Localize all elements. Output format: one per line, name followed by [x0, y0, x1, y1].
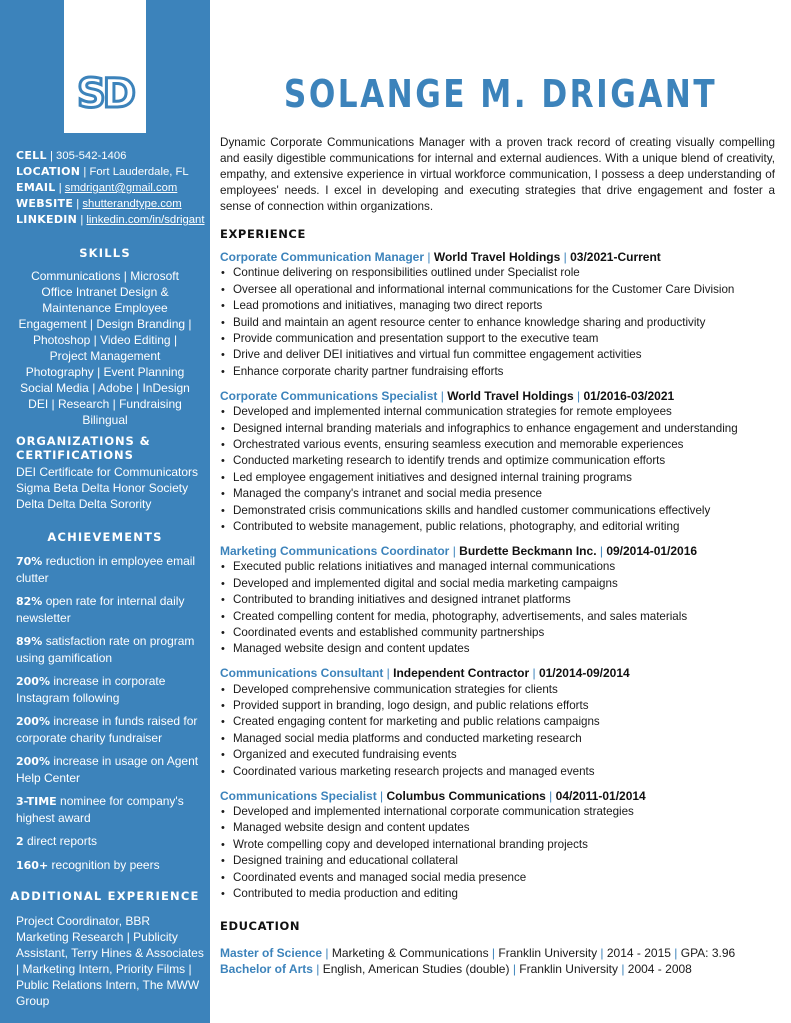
job-header: Marketing Communications Coordinator | Burdette Beckmann Inc. | 09/2014-01/2016	[220, 543, 698, 558]
job-org: World Travel Holdings	[447, 388, 574, 403]
job-title: Marketing Communications Coordinator	[220, 543, 450, 558]
org-item: Delta Delta Delta Sorority	[16, 497, 152, 511]
bullet-item: • Orchestrated various events, ensuring seamless execution and memorable experiences	[220, 437, 780, 453]
bullet-item: • Conducted marketing research to identify trends and optimize communication efforts	[220, 453, 780, 469]
contact-block	[16, 148, 206, 228]
org-item: Sigma Beta Delta Honor Society	[16, 481, 189, 495]
bullet-item: • Continue delivering on responsibilities outlined under Specialist role	[220, 265, 780, 281]
bullet-item: • Contributed to media production and editing	[220, 886, 780, 902]
bullet-item: • Oversee all operational and informational internal communications for the Customer Care Division	[220, 282, 780, 298]
orgs-list	[16, 464, 206, 512]
achievement-item: 70% reduction in employee email clutter	[16, 554, 196, 585]
bullet-item: • Developed and implemented international corporate communication strategies	[220, 804, 780, 820]
job-header: Corporate Communication Manager | World Travel Holdings | 03/2021-Current	[220, 250, 661, 264]
bullet-item: • Managed website design and content updates	[220, 641, 780, 657]
job-entry	[220, 249, 780, 380]
bullet-item: • Created engaging content for marketing and public relations campaigns	[220, 714, 780, 730]
bullet-item: • Coordinated various marketing research projects and managed events	[220, 764, 780, 780]
monogram-logo: SD	[76, 71, 133, 117]
additional-experience-text: Project Coordinator, BBR Marketing Research | Publicity Assistant, Terry Hines & Associates | Marketing Intern, Priority Films | Public Relations Intern, The MWW Group	[16, 914, 204, 1008]
additional-experience-heading: ADDITIONAL EXPERIENCE	[10, 889, 200, 903]
job-org: Columbus Communications	[386, 788, 546, 803]
achievement-item: 160+ recognition by peers	[16, 858, 160, 872]
location-value: Fort Lauderdale, FL	[89, 166, 189, 178]
achievement-item: 200% increase in usage on Agent Help Center	[16, 754, 199, 785]
experience-heading: EXPERIENCE	[220, 227, 306, 241]
job-dates: 01/2014-09/2014	[538, 666, 630, 681]
candidate-name: SOLANGE M. DRIGANT	[283, 72, 718, 116]
bullet-item: • Organized and executed fundraising events	[220, 747, 780, 763]
achievement-item: 200% increase in corporate Instagram following	[16, 674, 166, 705]
job-dates: 03/2021-Current	[570, 250, 661, 264]
cell-value: 305-542-1406	[56, 150, 127, 162]
degree: Bachelor of Arts	[220, 962, 313, 977]
achievement-item: 2 direct reports	[16, 834, 98, 848]
bullet-item: • Build and maintain an agent resource center to enhance knowledge sharing and productivity	[220, 315, 780, 331]
experience-list	[220, 249, 780, 910]
job-dates: 09/2014-01/2016	[606, 543, 698, 558]
job-bullets	[220, 682, 780, 780]
contact-cell: CELL | 305-542-1406	[16, 149, 127, 162]
degree: Master of Science	[220, 946, 323, 960]
website-link[interactable]: shutterandtype.com	[82, 198, 182, 210]
contact-linkedin: LINKEDIN | linkedin.com/in/sdrigant	[16, 213, 205, 226]
job-header: Corporate Communications Specialist | World Travel Holdings | 01/2016-03/2021	[220, 388, 675, 403]
job-entry	[220, 788, 780, 903]
bullet-item: • Lead promotions and initiatives, managing two direct reports	[220, 298, 780, 314]
job-bullets	[220, 265, 780, 380]
job-org: Burdette Beckmann Inc.	[459, 543, 597, 558]
email-link[interactable]: smdrigant@gmail.com	[64, 182, 178, 194]
org-item: DEI Certificate for Communicators	[16, 465, 199, 479]
bullet-item: • Developed comprehensive communication strategies for clients	[220, 682, 780, 698]
job-dates: 01/2016-03/2021	[583, 388, 675, 403]
orgs-heading: ORGANIZATIONS & CERTIFICATIONS	[16, 434, 151, 462]
bullet-item: • Contributed to branding initiatives and designed intranet platforms	[220, 592, 780, 608]
job-bullets	[220, 404, 780, 535]
job-title: Corporate Communications Specialist	[220, 388, 438, 403]
job-bullets	[220, 804, 780, 902]
job-bullets	[220, 559, 780, 657]
bullet-item: • Drive and deliver DEI initiatives and virtual fun committee engagement activities	[220, 347, 780, 363]
bullet-item: • Created compelling content for media, photography, advertisements, and sales materials	[220, 609, 780, 625]
bullet-item: • Demonstrated crisis communications skills and handled customer communications effectively	[220, 503, 780, 519]
bullet-item: • Provided support in branding, logo design, and public relations efforts	[220, 698, 780, 714]
education-entry: Bachelor of Arts | English, American Studies (double) | Franklin University | 2004 - 2008	[220, 962, 692, 977]
job-entry	[220, 388, 780, 536]
contact-email: EMAIL | smdrigant@gmail.com	[16, 181, 178, 194]
achievement-item: 200% increase in funds raised for corporate charity fundraiser	[16, 714, 198, 745]
achievement-item: 82% open rate for internal daily newsletter	[16, 594, 185, 625]
bullet-item: • Wrote compelling copy and developed international branding projects	[220, 837, 780, 853]
bullet-item: • Managed the company's intranet and social media presence	[220, 486, 780, 502]
bullet-item: • Managed social media platforms and conducted marketing research	[220, 731, 780, 747]
job-header: Communications Specialist | Columbus Communications | 04/2011-01/2014	[220, 788, 646, 803]
bullet-item: • Coordinated events and managed social media presence	[220, 870, 780, 886]
bullet-item: • Contributed to website management, public relations, photography, and editorial writing	[220, 519, 780, 535]
monogram-box	[64, 0, 146, 133]
achievements-list	[16, 553, 206, 881]
sidebar	[0, 0, 210, 1023]
job-org: Independent Contractor	[393, 666, 530, 681]
contact-location: LOCATION | Fort Lauderdale, FL	[16, 165, 189, 178]
bullet-item: • Led employee engagement initiatives and designed internal training programs	[220, 470, 780, 486]
skills-list: Communications | Microsoft Office Intranet Design & Maintenance Employee Engagement | Design Branding | Photoshop | Video Editing | Project Management Photography | Event Planning Social Media | Adobe | InDesign DEI | Research | Fundraising Bilingual	[18, 269, 192, 427]
job-title: Communications Consultant	[220, 666, 384, 681]
job-title: Corporate Communication Manager	[220, 250, 425, 264]
summary-paragraph: Dynamic Corporate Communications Manager with a proven track record of creating visually compelling and easily digestible communications for internal and external audiences. With a unique blend of creativity, empathy, and extensive experience in virtual workforce communication, I possess a deep understanding of employees' needs. I excel in developing and executing strategies that drive engagement and foster a sense of connection within organizations.	[220, 136, 775, 213]
skills-heading: SKILLS	[79, 246, 131, 260]
bullet-item: • Provide communication and presentation support to the executive team	[220, 331, 780, 347]
bullet-item: • Developed and implemented internal communication strategies for remote employees	[220, 404, 780, 420]
education-entry: Master of Science | Marketing & Communications | Franklin University | 2014 - 2015 | GPA: 3.96	[220, 946, 736, 960]
job-dates: 04/2011-01/2014	[555, 788, 646, 803]
bullet-item: • Coordinated events and established community partnerships	[220, 625, 780, 641]
job-entry	[220, 665, 780, 780]
achievement-item: 3-TIME nominee for company's highest award	[16, 794, 184, 825]
bullet-item: • Managed website design and content updates	[220, 820, 780, 836]
achievement-item: 89% satisfaction rate on program using gamification	[16, 634, 195, 665]
education-list	[220, 945, 780, 977]
bullet-item: • Executed public relations initiatives and managed internal communications	[220, 559, 780, 575]
linkedin-link[interactable]: linkedin.com/in/sdrigant	[86, 214, 205, 226]
job-entry	[220, 543, 780, 658]
contact-website: WEBSITE | shutterandtype.com	[16, 197, 182, 210]
achievements-heading: ACHIEVEMENTS	[47, 530, 163, 544]
bullet-item: • Designed internal branding materials and infographics to enhance engagement and understanding	[220, 421, 780, 437]
bullet-item: • Enhance corporate charity partner fundraising efforts	[220, 364, 780, 380]
job-header: Communications Consultant | Independent Contractor | 01/2014-09/2014	[220, 666, 630, 681]
bullet-item: • Designed training and educational collateral	[220, 853, 780, 869]
job-org: World Travel Holdings	[433, 250, 561, 264]
education-heading: EDUCATION	[220, 919, 301, 933]
job-title: Communications Specialist	[220, 788, 377, 803]
bullet-item: • Developed and implemented digital and social media marketing campaigns	[220, 576, 780, 592]
